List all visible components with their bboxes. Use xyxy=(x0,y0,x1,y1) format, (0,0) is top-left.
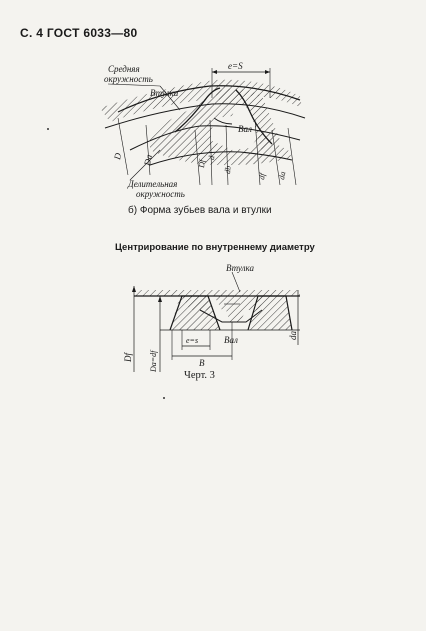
top-diagram xyxy=(100,61,305,199)
label-db: db xyxy=(223,165,233,175)
page-header: С. 4 ГОСТ 6033—80 xyxy=(20,26,138,40)
label-pitch-circle-1: Делительная xyxy=(128,179,178,189)
bottom-diagram xyxy=(123,263,300,373)
label-bushing-top: Втулки xyxy=(150,88,179,98)
label-B: B xyxy=(199,358,205,368)
label-e-s-bottom: e=s xyxy=(186,336,199,345)
scan-speck xyxy=(47,128,49,130)
label-da-bottom: da xyxy=(288,331,298,340)
caption-drawing-3: Черт. 3 xyxy=(184,370,215,381)
label-shaft-bottom: Вал xyxy=(224,335,238,345)
label-Da: Da xyxy=(142,153,154,167)
label-middle-circle-1: Средняя xyxy=(108,64,140,74)
label-bushing-bottom: Втулка xyxy=(226,263,255,273)
label-shaft-top: Вал xyxy=(238,124,252,134)
label-Df-bottom: Df xyxy=(123,353,133,362)
label-middle-circle-2: окружность xyxy=(104,74,153,84)
label-Dd: D xyxy=(112,152,124,161)
label-da-top: da xyxy=(277,170,288,181)
label-e-s-top: e=S xyxy=(228,61,243,71)
caption-tooth-shape: б) Форма зубьев вала и втулки xyxy=(128,205,272,216)
label-Df: Df xyxy=(197,159,207,169)
label-d: d xyxy=(207,155,217,161)
label-pitch-circle-2: окружность xyxy=(136,189,185,199)
label-df: df xyxy=(257,172,268,181)
caption-inner-centering: Центрирование по внутреннему диаметру xyxy=(115,242,315,253)
label-Da-df: Da=df xyxy=(149,350,158,372)
scan-speck xyxy=(163,397,165,399)
